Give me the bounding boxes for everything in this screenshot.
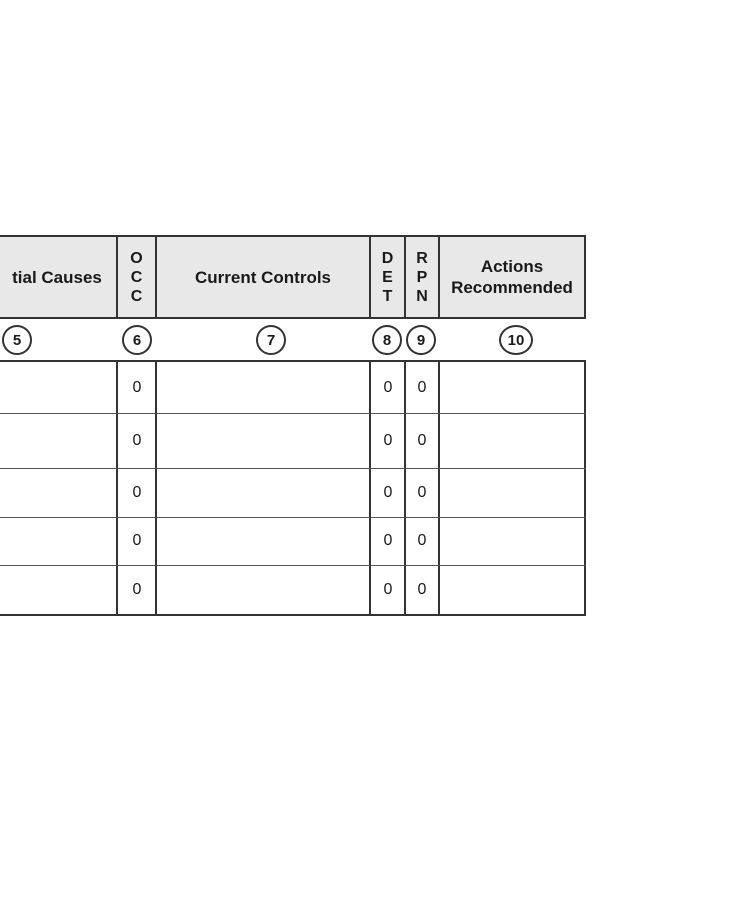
row-3-det-value: 0 [383, 484, 393, 501]
row-2-occ-value: 0 [132, 432, 142, 449]
column-divider [155, 360, 157, 616]
header-rpn-letter-1: R [416, 249, 428, 267]
header-actions-line-2: Recommended [451, 278, 573, 297]
row-2-rpn-value: 0 [417, 432, 427, 449]
row-4-det-value: 0 [383, 532, 393, 549]
row-divider [0, 565, 586, 566]
row-1-rpn-value: 0 [417, 379, 427, 396]
header-det-letter-2: E [382, 268, 393, 286]
header-occ-letter-3: C [130, 287, 143, 305]
header-occ-letter-2: C [130, 268, 143, 286]
column-number-actions: 10 [499, 325, 533, 355]
header-current-controls-label: Current Controls [195, 267, 331, 287]
header-actions-recommended [438, 235, 586, 319]
column-number-causes: 5 [2, 325, 32, 355]
row-3-rpn-value: 0 [417, 484, 427, 501]
header-rpn [404, 235, 440, 319]
header-actions-line-1: Actions [480, 257, 544, 276]
row-5-det-value: 0 [383, 581, 393, 598]
header-current-controls [155, 235, 371, 319]
row-5-rpn-value: 0 [417, 581, 427, 598]
column-number-rpn: 9 [406, 325, 436, 355]
header-rpn-letter-3: N [416, 287, 428, 305]
header-occ [116, 235, 157, 319]
row-4-rpn-value: 0 [417, 532, 427, 549]
column-divider [438, 360, 440, 616]
row-divider [0, 468, 586, 469]
column-number-det: 8 [372, 325, 402, 355]
row-4-occ-value: 0 [132, 532, 142, 549]
header-det [369, 235, 406, 319]
row-5-occ-value: 0 [132, 581, 142, 598]
worksheet-body [0, 360, 586, 616]
row-1-occ-value: 0 [132, 379, 142, 396]
column-number-controls: 7 [256, 325, 286, 355]
header-rpn-letter-2: P [416, 268, 428, 286]
column-divider [116, 360, 118, 616]
header-potential-causes-label: tial Causes [12, 267, 102, 287]
header-occ-letter-1: O [130, 249, 143, 267]
row-1-det-value: 0 [383, 379, 393, 396]
column-divider [404, 360, 406, 616]
header-potential-causes [0, 235, 118, 319]
column-divider [369, 360, 371, 616]
header-det-letter-1: D [381, 249, 394, 267]
row-3-occ-value: 0 [132, 484, 142, 501]
row-2-det-value: 0 [383, 432, 393, 449]
column-number-occ: 6 [122, 325, 152, 355]
row-divider [0, 413, 586, 414]
row-divider [0, 517, 586, 518]
header-det-letter-3: T [382, 287, 393, 305]
